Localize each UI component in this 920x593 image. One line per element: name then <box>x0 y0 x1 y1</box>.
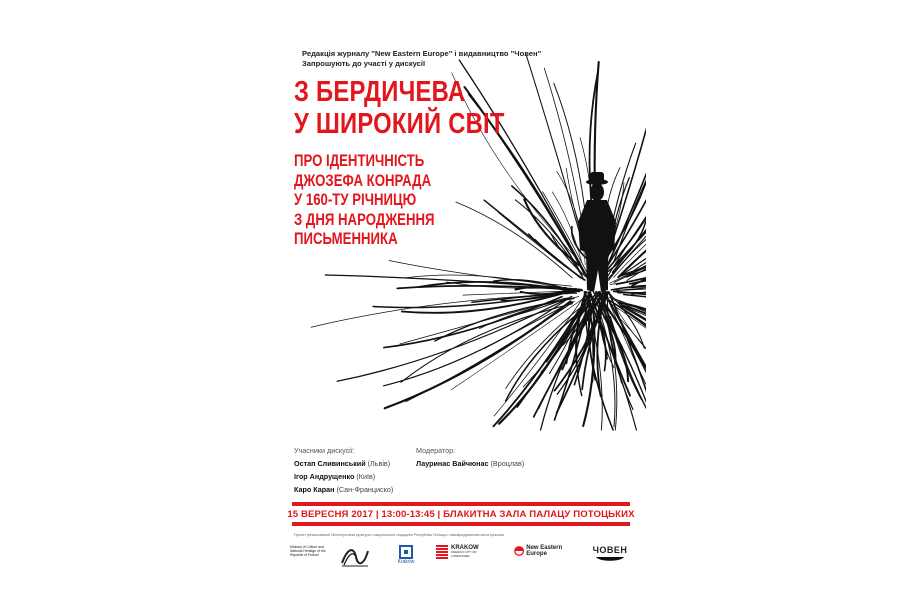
choven-label: ЧОВЕН <box>592 545 628 555</box>
moderator-city: (Вроцлав) <box>490 459 525 468</box>
participants-label: Учасники дискусії: <box>294 446 355 455</box>
nee-globe-icon <box>514 545 524 557</box>
title-line-2: У ШИРОКИЙ СВІТ <box>294 108 505 140</box>
krakow-city-logo <box>393 545 419 565</box>
participant-name: Ігор Андрущенко <box>294 472 355 481</box>
moderator-label: Модератор: <box>416 446 456 455</box>
wave-logo-icon <box>338 545 372 569</box>
subtitle-line-4: З ДНЯ НАРОДЖЕННЯ <box>294 210 435 229</box>
ministry-culture-text: Ministry of Culture and National Heritage of the Republic of Poland <box>290 545 326 557</box>
boat-icon <box>595 555 625 563</box>
poster-title <box>294 76 505 140</box>
krakow-crest-icon <box>399 545 413 559</box>
title-line-1: З БЕРДИЧЕВА <box>294 76 466 108</box>
participant-row <box>294 470 393 483</box>
poster <box>276 0 646 593</box>
nee-label: New Eastern Europe <box>526 545 563 557</box>
funding-note: Проект фінансований Міністерством культури і національної спадщини Республіки Польща і самоврядуванням міста Кракова <box>294 533 504 537</box>
poster-subtitle <box>294 152 435 250</box>
participant-city: (Львів) <box>367 459 391 468</box>
moderator-name: Лауринас Вайчюнас <box>416 459 489 468</box>
subtitle-line-1: ПРО ІДЕНТИЧНІСТЬ <box>294 152 425 170</box>
event-bottom-rule <box>292 522 630 526</box>
participant-row <box>294 457 393 470</box>
krakow-sub-label: UNESCO CITY OF LITERATURE <box>451 550 477 558</box>
event-details: 15 ВЕРЕСНЯ 2017 | 13:00-13:45 | БЛАКИТНА ЗАЛА ПАЛАЦУ ПОТОЦЬКИХ <box>287 509 635 520</box>
moderator-block <box>416 444 524 470</box>
subtitle-line-2: ДЖОЗЕФА КОНРАДА <box>294 171 432 190</box>
participant-name: Каро Каран <box>294 485 335 494</box>
intro-text <box>302 49 541 69</box>
participant-row <box>294 483 393 496</box>
moderator-row <box>416 457 524 470</box>
krakow-red-block-icon <box>436 545 448 559</box>
ministry-culture-logo <box>290 545 330 557</box>
participant-name: Остап Сливинський <box>294 459 366 468</box>
ray-line <box>494 311 579 426</box>
nee-logo <box>514 545 576 557</box>
participant-city: (Сан-Франциско) <box>336 485 394 494</box>
krakow-small-label: Kraków <box>397 559 415 565</box>
subtitle-line-3: У 160-ТУ РІЧНИЦЮ <box>294 191 417 209</box>
krakow-literature-logo <box>436 545 486 559</box>
subtitle-line-5: ПИСЬМЕННИКА <box>294 230 398 248</box>
participants-block <box>294 444 393 496</box>
participant-city: (Київ) <box>356 472 376 481</box>
intro-line-2: Запрошують до участі у дискусії <box>302 59 426 68</box>
choven-logo <box>590 545 630 565</box>
event-info <box>276 502 646 526</box>
krakow-big-label: KRAKOW <box>451 545 479 551</box>
intro-line-1: Редакція журналу "New Eastern Europe" і видавництво "Човен" <box>302 49 542 58</box>
ray-line <box>552 192 581 262</box>
